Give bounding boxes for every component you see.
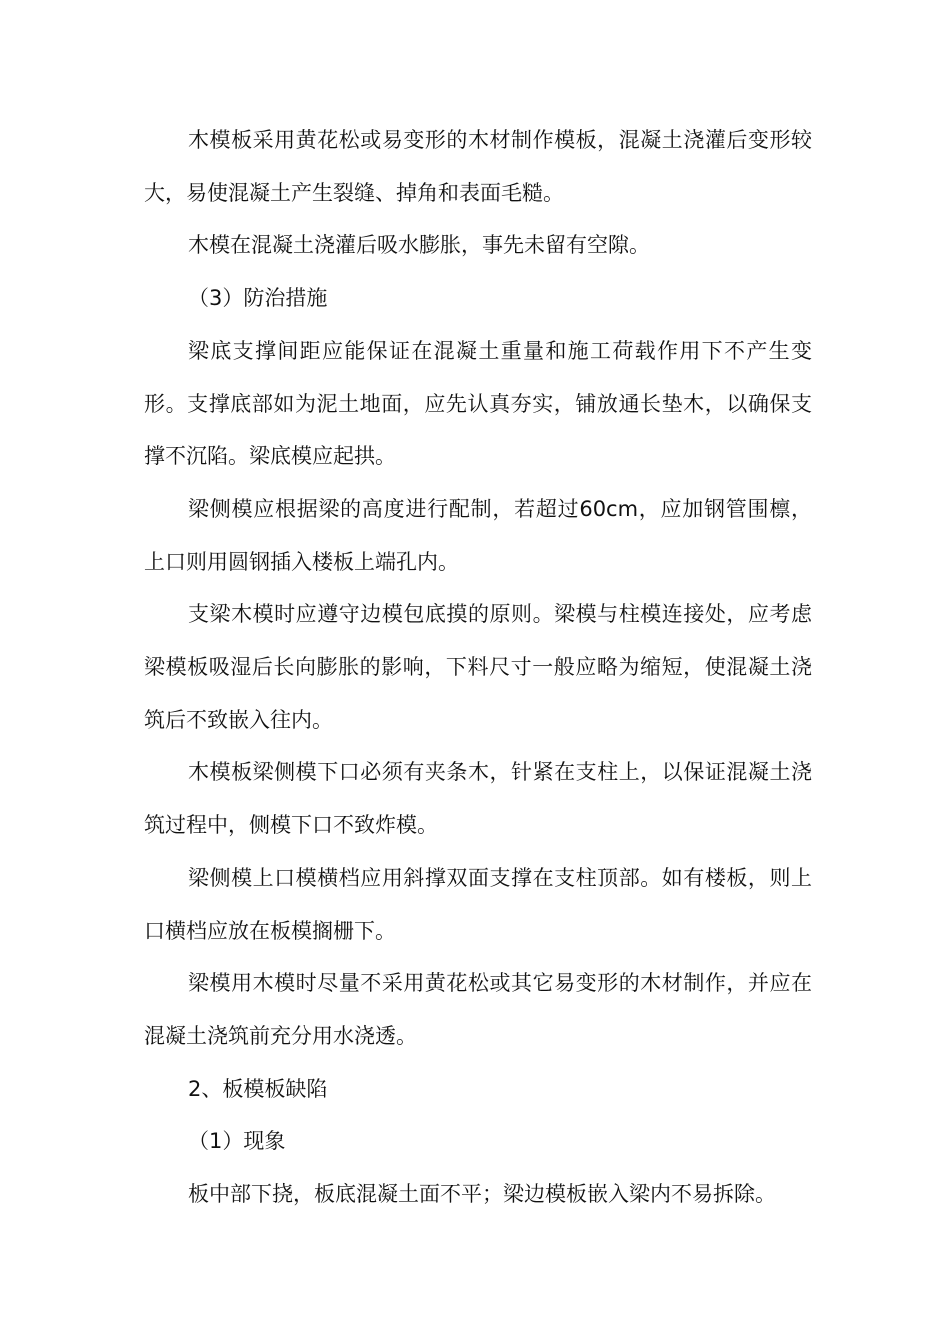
paragraph: 木模在混凝土浇灌后吸水膨胀，事先未留有空隙。 [188, 233, 650, 258]
paragraph: 支梁木模时应遵守边模包底摸的原则。梁模与柱模连接处，应考虑梁模板吸湿后长向膨胀的影响，下料尺寸一般应略为缩短，使混凝土浇筑后不致嵌入往内。 [144, 602, 812, 732]
paragraph: 板中部下挠，板底混凝土面不平；梁边模板嵌入梁内不易拆除。 [188, 1182, 776, 1207]
paragraph: 梁侧模上口模横档应用斜撑双面支撑在支柱顶部。如有楼板，则上口横档应放在板模搁栅下。 [144, 865, 812, 943]
paragraph: 梁底支撑间距应能保证在混凝土重量和施工荷载作用下不产生变形。支撑底部如为泥土地面，应先认真夯实，铺放通长垫木，以确保支撑不沉陷。梁底模应起拱。 [144, 338, 812, 469]
paragraph: 木模板采用黄花松或易变形的木材制作模板，混凝土浇灌后变形较大，易使混凝土产生裂缝、掉角和表面毛糙。 [144, 128, 812, 205]
section-heading: 2、板模板缺陷 [188, 1076, 328, 1101]
section-heading: （1）现象 [188, 1129, 286, 1154]
paragraph: 梁模用木模时尽量不采用黄花松或其它易变形的木材制作，并应在混凝土浇筑前充分用水浇透。 [144, 971, 812, 1048]
paragraph: 木模板梁侧模下口必须有夹条木，针紧在支柱上，以保证混凝土浇筑过程中，侧模下口不致炸模。 [144, 760, 812, 838]
section-heading: （3）防治措施 [188, 286, 328, 311]
paragraph: 梁侧模应根据梁的高度进行配制，若超过60cm，应加钢管围檩，上口则用圆钢插入楼板上端孔内。 [144, 496, 812, 574]
document-body [144, 114, 812, 1221]
